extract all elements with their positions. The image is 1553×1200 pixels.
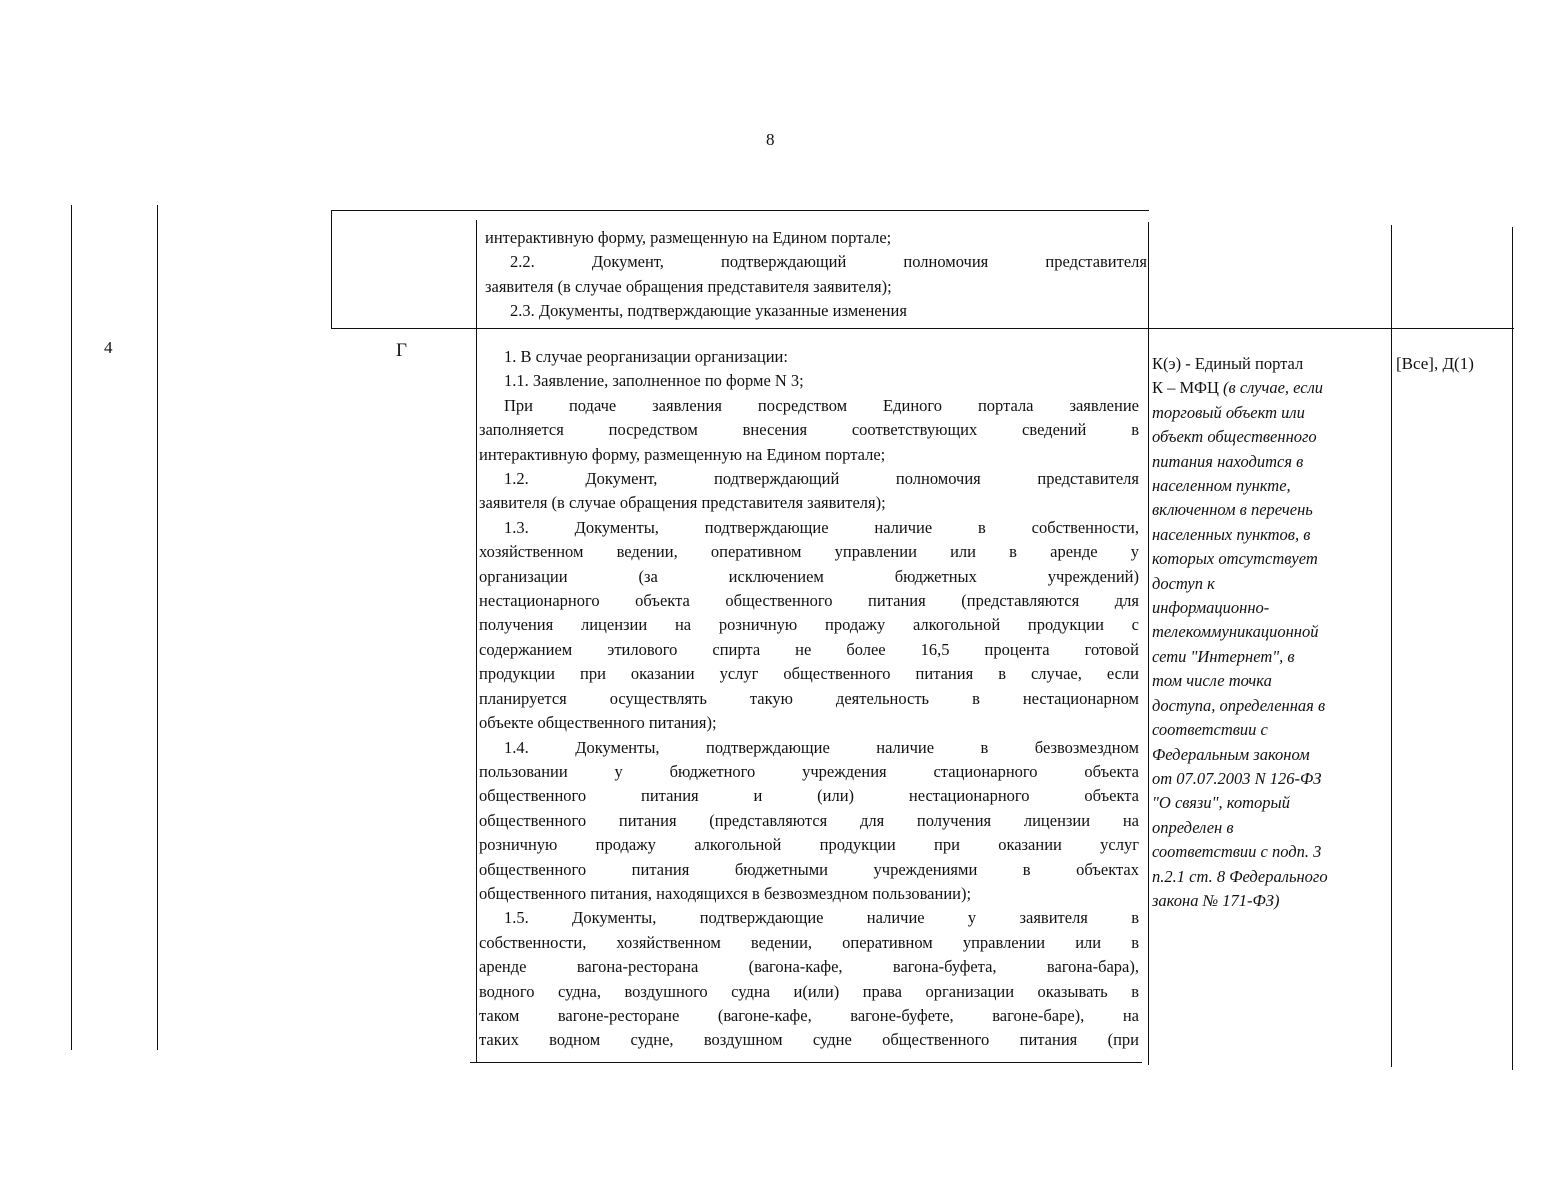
channel-note: от 07.07.2003 N 126-ФЗ — [1152, 768, 1322, 788]
channel-note: телекоммуникационной — [1152, 622, 1319, 642]
channel-note: сети "Интернет", в — [1152, 646, 1295, 666]
text-line: 2.3. Документы, подтверждающие указанные изменения — [510, 301, 907, 321]
text-line: При подаче заявления посредством Единого портала заявление — [504, 395, 1139, 415]
row-number: 4 — [104, 338, 113, 357]
text-line: розничную продажу алкогольной продукции при оказании услуг — [479, 835, 1139, 855]
text-line: заявителя (в случае обращения представителя заявителя); — [485, 276, 892, 296]
channel-note: том числе точка — [1152, 671, 1272, 691]
text-line: организации (за исключением бюджетных учреждений) — [479, 566, 1139, 586]
table-border-col2-left — [331, 210, 332, 328]
channel-note: определен в — [1152, 817, 1234, 837]
row-letter: Г — [396, 340, 407, 361]
text-line: 1.3. Документы, подтверждающие наличие в собственности, — [504, 517, 1139, 537]
channel-note: (в случае, если — [1223, 378, 1324, 398]
text-line: общественного питания бюджетными учреждениями в объектах — [479, 859, 1139, 879]
text-line: таких водном судне, воздушном судне общественного питания (при — [479, 1030, 1139, 1050]
text-line: нестационарного объекта общественного питания (представляются для — [479, 591, 1139, 611]
channel-note: Федеральным законом — [1152, 744, 1310, 764]
table-row-top-border — [331, 210, 1149, 211]
applicability-cell: [Все], Д(1) — [1396, 354, 1474, 373]
channel-note: закона № 171-ФЗ) — [1152, 890, 1280, 910]
channel-note: "О связи", который — [1152, 793, 1290, 813]
top-block-text — [485, 226, 1147, 324]
table-row-divider — [331, 328, 1514, 329]
channel-note: объект общественного — [1152, 427, 1317, 447]
text-line: собственности, хозяйственном ведении, оперативном управлении или в — [479, 932, 1139, 952]
text-line: 1.2. Документ, подтверждающий полномочия представителя — [504, 469, 1139, 489]
channel-note: доступ к — [1152, 573, 1215, 593]
text-line: общественного питания (представляются для получения лицензии на — [479, 810, 1139, 830]
channel-note: соответствии с — [1152, 720, 1268, 740]
channel-note: п.2.1 ст. 8 Федерального — [1152, 866, 1328, 886]
table-border-col4-left — [1148, 222, 1149, 1065]
text-line: содержанием этилового спирта не более 16,5 процента готовой — [479, 639, 1139, 659]
text-line: продукции при оказании услуг общественного питания в случае, если — [479, 664, 1139, 684]
table-border-left-outer — [71, 205, 72, 1050]
channel-note: соответствии с подп. 3 — [1152, 842, 1322, 862]
page-number: 8 — [766, 130, 775, 149]
text-line: общественного питания и (или) нестационарного объекта — [479, 786, 1139, 806]
channel-note: доступа, определенная в — [1152, 695, 1326, 715]
channel-note: питания находится в — [1152, 451, 1304, 471]
text-line: планируется осуществлять такую деятельность в нестационарном — [479, 688, 1139, 708]
text-line: 2.2. Документ, подтверждающий полномочия представителя — [510, 252, 1147, 272]
channel-note: включенном в перечень — [1152, 500, 1313, 520]
text-line: заявителя (в случае обращения представителя заявителя); — [479, 493, 886, 513]
text-line: заполняется посредством внесения соответствующих сведений в — [479, 420, 1139, 440]
text-line: объекте общественного питания); — [479, 713, 717, 733]
text-line: хозяйственном ведении, оперативном управлении или в аренде у — [479, 542, 1139, 562]
text-line: аренде вагона-ресторана (вагона-кафе, вагона-буфета, вагона-бара), — [479, 957, 1139, 977]
text-line: интерактивную форму, размещенную на Едином портале; — [485, 228, 892, 247]
table-row-bottom-border — [470, 1062, 1142, 1063]
text-line: 1. В случае реорганизации организации: — [504, 347, 788, 366]
text-line: 1.4. Документы, подтверждающие наличие в безвозмездном — [504, 737, 1139, 757]
channels-cell — [1152, 352, 1384, 913]
text-line: пользовании у бюджетного учреждения стационарного объекта — [479, 761, 1139, 781]
text-line: 1.5. Документы, подтверждающие наличие у заявителя в — [504, 908, 1139, 928]
channel-note: торговый объект или — [1152, 402, 1305, 422]
text-line: таком вагоне-ресторане (вагоне-кафе, вагоне-буфете, вагоне-баре), на — [479, 1005, 1139, 1025]
text-line: водного судна, воздушного судна и(или) права организации оказывать в — [479, 981, 1139, 1001]
main-block-text — [479, 345, 1139, 1053]
text-line: 1.1. Заявление, заполненное по форме N 3; — [504, 371, 804, 391]
text-line: интерактивную форму, размещенную на Едином портале; — [479, 444, 886, 464]
table-border-left-inner — [157, 205, 158, 1050]
table-border-col5-right — [1512, 227, 1513, 1070]
table-border-col5-left — [1391, 225, 1392, 1067]
channel-note: населенном пункте, — [1152, 476, 1291, 496]
channel-note: населенных пунктов, в — [1152, 524, 1311, 544]
channel-note: информационно- — [1152, 598, 1270, 618]
table-border-col3-left — [476, 220, 477, 1063]
channel-note: которых отсутствует — [1152, 549, 1318, 569]
text-line: получения лицензии на розничную продажу алкогольной продукции с — [479, 615, 1139, 635]
channel-mfc — [1152, 376, 1384, 400]
text-line: общественного питания, находящихся в безвозмездном пользовании); — [479, 883, 972, 903]
channel-portal: К(э) - Единый портал — [1152, 354, 1304, 373]
channel-mfc-label: К – МФЦ — [1152, 378, 1219, 398]
